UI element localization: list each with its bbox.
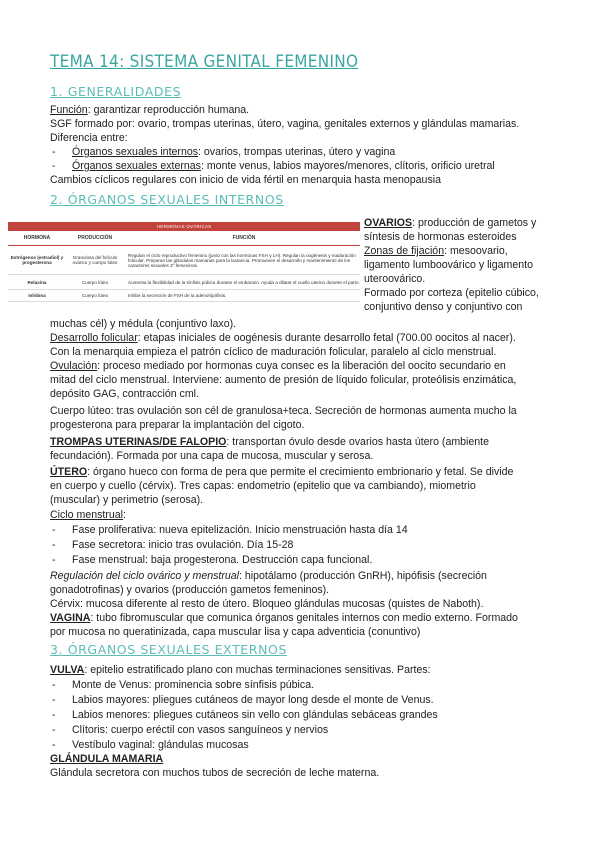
ciclo-colon: : <box>123 509 126 521</box>
vagina-line-1 <box>50 612 570 625</box>
fase-text: Fase secretora: inicio tras ovulación. Día 15-28 <box>72 539 294 551</box>
parte-text: Monte de Venus: prominencia sobre sínfisis púbica. <box>72 679 315 691</box>
vulva-text: : epitelio estratificado plano con muchas terminaciones sensitivas. Partes: <box>84 664 431 676</box>
table-row <box>8 290 360 302</box>
table-cell-produccion: Cuerpo lúteo <box>81 279 109 285</box>
trompas-text: : transportan óvulo desde ovarios hasta útero (ambiente <box>226 436 490 448</box>
internos-label: Órganos sexuales internos <box>72 146 199 158</box>
table-header-funcion: FUNCIÓN <box>232 235 256 241</box>
ovulacion-line-1 <box>50 360 570 373</box>
parte-item: - Clítoris: cuerpo eréctil con vasos sanguíneos y nervios <box>52 724 329 736</box>
vagina-line-2: por mucosa no queratinizada, capa muscular lisa y capa adventicia (conuntivo) <box>50 626 421 638</box>
utero-line-3: (muscular) y perimetrio (serosa). <box>50 494 204 506</box>
regulacion-label: Regulación del ciclo ovárico y menstrual <box>50 570 240 582</box>
page-title: TEMA 14: SISTEMA GENITAL FEMENINO <box>50 52 359 72</box>
bullet-externos: - Órganos sexuales externas: monte venus, labios mayores/menores, clítoris, orificio uretral <box>52 160 495 172</box>
desarrollo-text: : etapas iniciales de oogénesis durante desarrollo fetal (700.00 oocitos al nacer). <box>137 332 516 344</box>
trompas-line-2: fecundación). Formada por una capa de mucosa, muscular y serosa. <box>50 450 374 462</box>
trompas-label: TROMPAS UTERINAS/DE FALOPIO <box>50 436 227 448</box>
ovulacion-line-2: mitad del ciclo menstrual. Interviene: aumento de presión de líquido folicular, proteólisis enzimática, <box>50 374 517 386</box>
utero-line-2: en cuerpo y cuello (cérvix). Tres capas: endometrio (epitelio que va cambiando), miometrio <box>50 480 476 492</box>
ovarios-label: OVARIOS <box>364 217 413 229</box>
fase-item: - Fase proliferativa: nueva epitelización. Inicio menstruación hasta día 14 <box>52 524 408 536</box>
table-cell-hormona: Inhibina <box>28 293 46 298</box>
section-heading-internos: 2. ÓRGANOS SEXUALES INTERNOS <box>50 192 284 207</box>
mama-label: GLÁNDULA MAMARIA <box>50 753 164 765</box>
vulva-label: VULVA <box>50 664 85 676</box>
parte-text: Labios menores: pliegues cutáneos sin vello con glándulas sebáceas grandes <box>72 709 438 721</box>
zonas-label: Zonas de fijación <box>364 245 445 257</box>
table-cell-funcion: Regulan el ciclo reproductivo femenino (junto con las hormonas FSH y LH). Regulan la oogénesis y maduración folicular. Preparan las glándulas mamarias para la lactancia. Promueven el desarrollo y mantenimiento de los caracteres sexuales 2º femeninos. <box>128 252 356 268</box>
parte-text: Vestíbulo vaginal: glándulas mucosas <box>72 739 249 751</box>
ciclo-line <box>50 509 570 522</box>
externos-label: Órganos sexuales externas <box>72 160 201 172</box>
mama-heading <box>50 753 570 766</box>
table-cell-produccion: Granulosa del folículo ovárico y cuerpo lúteo <box>72 255 118 265</box>
vulva-line <box>50 664 570 677</box>
diferencia-line: Diferencia entre: <box>50 132 128 144</box>
bullet-internos: - Órganos sexuales internos: ovarios, trompas uterinas, útero y vagina <box>52 146 396 158</box>
zonas-line-3: uteroovárico. <box>364 273 426 285</box>
fase-item: - Fase menstrual: baja progesterona. Destrucción capa funcional. <box>52 554 373 566</box>
table-header-row <box>8 231 360 246</box>
regulacion-line-2: gonadotrofinas) y ovarios (producción gametos femeninos). <box>50 584 330 596</box>
table-cell-funcion: Inhibe la secreción de FSH de la adenohipófisis. <box>128 293 227 298</box>
sgf-line: SGF formado por: ovario, trompas uterinas, útero, vagina, genitales externos y glándulas mamarias. <box>50 118 520 130</box>
desarrollo-line-2: Con la menarquia empieza el patrón cíclico de maduración folicular, paralelo al ciclo menstrual. <box>50 346 497 358</box>
internos-text: : ovarios, trompas uterinas, útero y vagina <box>198 146 396 158</box>
parte-text: Labios mayores: pliegues cutáneos de mayor long desde el monte de Venus. <box>72 694 434 706</box>
table-row <box>8 246 360 275</box>
regulacion-text: : hipotálamo (producción GnRH), hipófisis (secreción <box>239 570 487 582</box>
utero-label: ÚTERO <box>50 466 88 478</box>
section-heading-generalidades: 1. GENERALIDADES <box>50 84 182 99</box>
section-heading-externos: 3. ÓRGANOS SEXUALES EXTERNOS <box>50 642 288 657</box>
table-caption: HORMONAS OVÁRICAS <box>8 222 360 231</box>
ovarios-line-1 <box>364 217 536 230</box>
formado-line-3: muchas cél) y médula (conjuntivo laxo). <box>50 318 237 330</box>
vagina-text: : tubo fibromuscular que comunica órganos genitales internos con medio externo. Formado <box>90 612 518 624</box>
table-cell-funcion: Aumenta la flexibilidad de la sínfisis púbica durante el embarazo. Ayuda a dilatar el cuello uterino durante el parto. <box>128 279 360 285</box>
zonas-line-1 <box>364 245 508 258</box>
externos-text: : monte venus, labios mayores/menores, clítoris, orificio uretral <box>200 160 495 172</box>
ovarios-line-2: síntesis de hormonas esteroides <box>364 231 517 243</box>
funcion-line <box>50 104 570 117</box>
zonas-line-2: ligamento lumboovárico y ligamento <box>364 259 533 271</box>
parte-item: - Labios mayores: pliegues cutáneos de mayor long desde el monte de Venus. <box>52 694 434 706</box>
desarrollo-label: Desarrollo folicular <box>50 332 138 344</box>
fase-text: Fase proliferativa: nueva epitelización. Inicio menstruación hasta día 14 <box>72 524 408 536</box>
table-header-produccion: PRODUCCIÓN <box>77 235 113 241</box>
formado-line-2: conjuntivo denso y conjuntivo con <box>364 301 523 313</box>
hormonas-table <box>8 222 360 302</box>
regulacion-line-1 <box>50 570 570 583</box>
desarrollo-line-1 <box>50 332 570 345</box>
fase-text: Fase menstrual: baja progesterona. Destrucción capa funcional. <box>72 554 373 566</box>
mama-line: Glándula secretora con muchos tubos de secreción de leche materna. <box>50 767 380 779</box>
ovarios-text: : producción de gametos y <box>412 217 537 229</box>
ovulacion-line-3: depósito GAG, contracción cml. <box>50 388 199 400</box>
cervix-line: Cérvix: mucosa diferente al resto de útero. Bloqueo glándulas mucosas (quistes de Naboth). <box>50 598 484 610</box>
table-row <box>8 275 360 290</box>
ciclos-line: Cambios cíclicos regulares con inicio de vida fértil en menarquia hasta menopausia <box>50 174 441 186</box>
ovulacion-label: Ovulación <box>50 360 98 372</box>
table-cell-produccion: Cuerpo lúteo <box>81 293 109 298</box>
utero-text: : órgano hueco con forma de pera que permite el crecimiento embrionario y fetal. Se divide <box>87 466 514 478</box>
trompas-line-1 <box>50 436 570 449</box>
funcion-label: Función <box>50 104 88 116</box>
parte-item: - Monte de Venus: prominencia sobre sínfisis púbica. <box>52 679 315 691</box>
ciclo-label: Ciclo menstrual <box>50 509 124 521</box>
table-cell-hormona: Relaxina <box>27 279 47 285</box>
cuerpo-line-1: Cuerpo lúteo: tras ovulación son cél de granulosa+teca. Secreción de hormonas aumenta mucho la <box>50 405 517 417</box>
cuerpo-line-2: progesterona para preparar la implantación del cigoto. <box>50 419 305 431</box>
parte-item: - Labios menores: pliegues cutáneos sin vello con glándulas sebáceas grandes <box>52 709 438 721</box>
fase-item: - Fase secretora: inicio tras ovulación. Día 15-28 <box>52 539 294 551</box>
formado-line-1: Formado por corteza (epitelio cúbico, <box>364 287 539 299</box>
zonas-text: : mesoovario, <box>444 245 508 257</box>
parte-text: Clítoris: cuerpo eréctil con vasos sanguíneos y nervios <box>72 724 329 736</box>
table-cell-hormona: Estrógenos (estradiol) y progesterona <box>10 255 64 265</box>
utero-line-1 <box>50 466 570 479</box>
table-header-hormona: HORMONA <box>23 235 51 241</box>
funcion-text: : garantizar reproducción humana. <box>87 104 250 116</box>
ovulacion-text: : proceso mediado por hormonas cuya consec es la liberación del oocito secundario en <box>97 360 506 372</box>
vagina-label: VAGINA <box>50 612 91 624</box>
parte-item: - Vestíbulo vaginal: glándulas mucosas <box>52 739 249 751</box>
